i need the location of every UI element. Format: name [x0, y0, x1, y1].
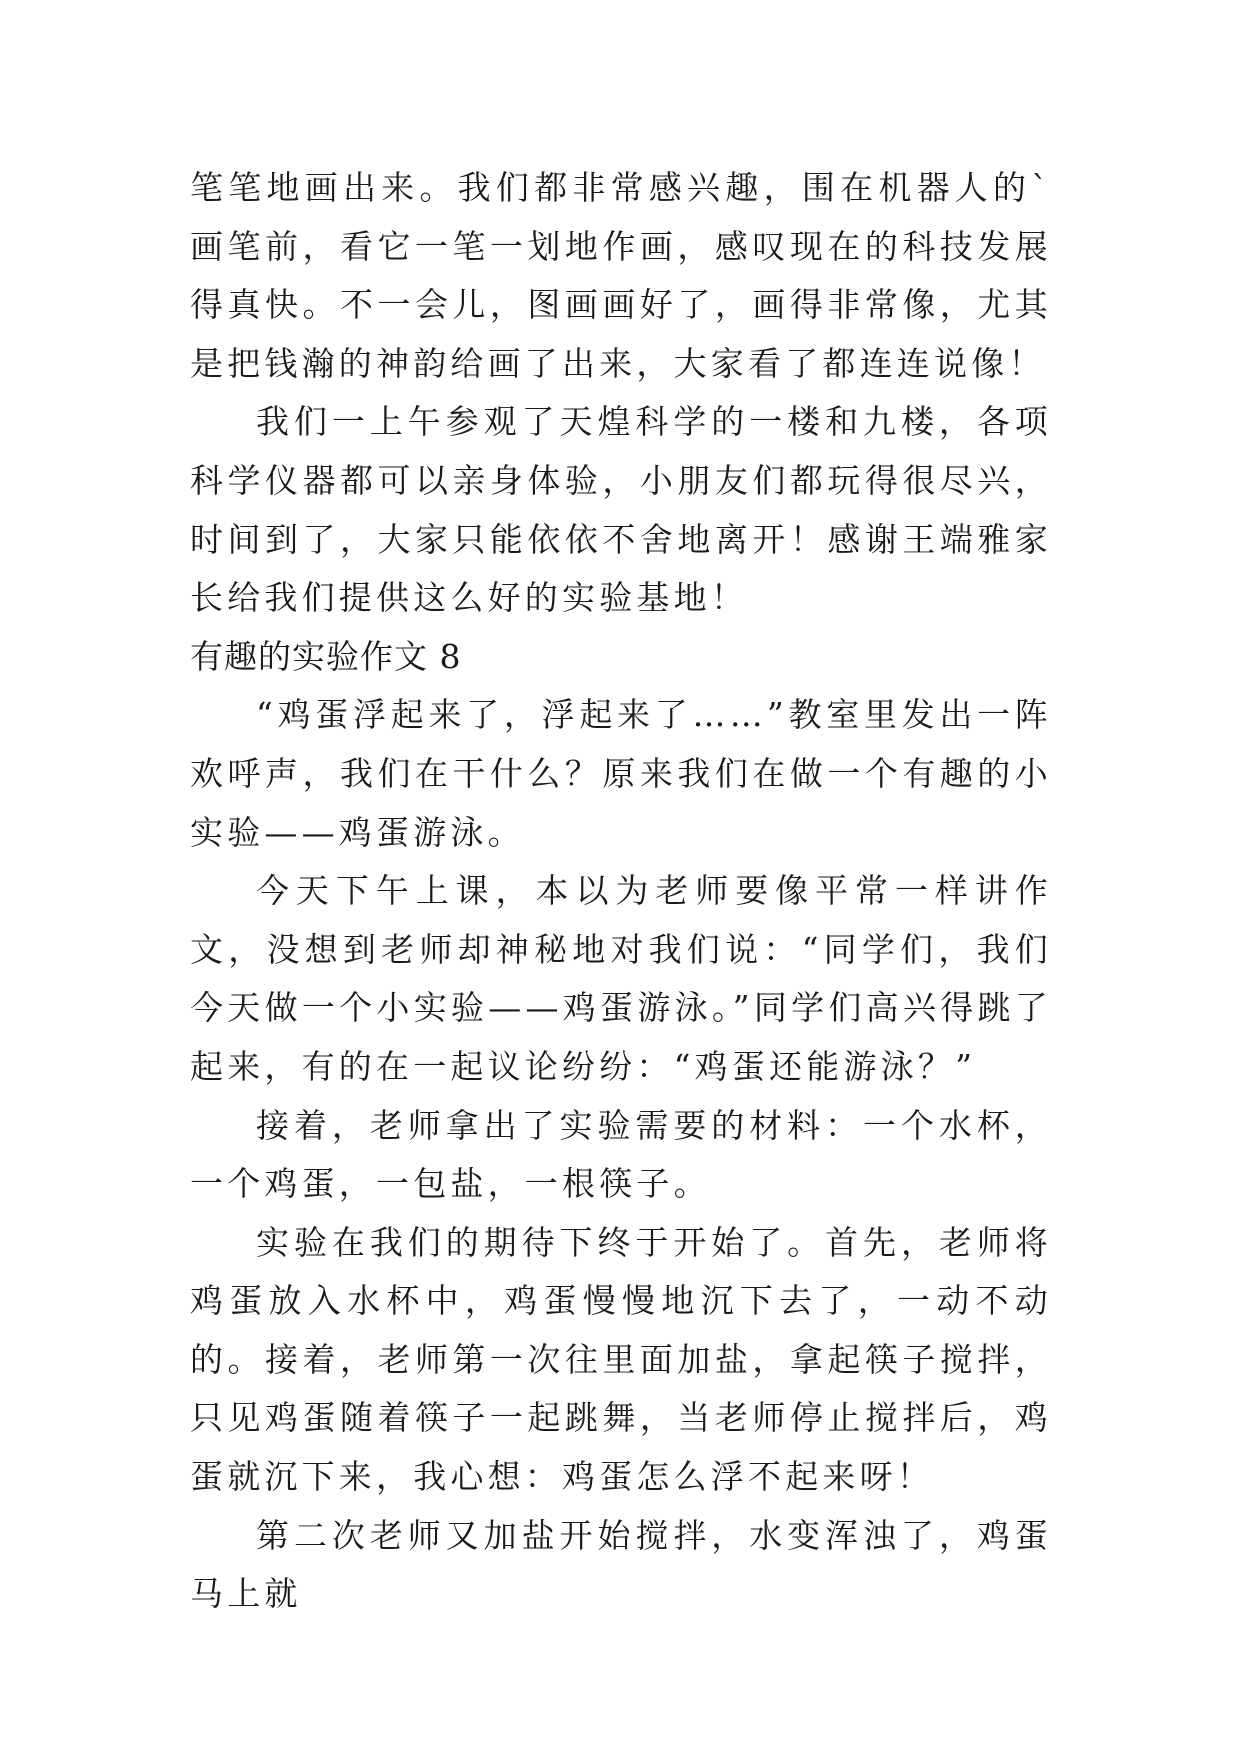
paragraph-teacher-announcement: 今天下午上课，本以为老师要像平常一样讲作文，没想到老师却神秘地对我们说：“同学们，我们今天做一个小实验——鸡蛋游泳。”同学们高兴得跳了起来，有的在一起议论纷纷：“鸡蛋还能游泳？”	[190, 871, 1052, 1086]
document-body	[190, 159, 1052, 1624]
paragraph-egg-floats-intro: “鸡蛋浮起来了，浮起来了……”教室里发出一阵欢呼声，我们在干什么？原来我们在做一个有趣的小实验——鸡蛋游泳。	[190, 695, 1052, 852]
paragraph-robot-drawing: 笔笔地画出来。我们都非常感兴趣，围在机器人的`画笔前，看它一笔一划地作画，感叹现在的科技发展得真快。不一会儿，图画画好了，画得非常像，尤其是把钱瀚的神韵给画了出来，大家看了都连连说像！	[190, 168, 1052, 383]
paragraph-first-attempt: 实验在我们的期待下终于开始了。首先，老师将鸡蛋放入水杯中，鸡蛋慢慢地沉下去了，一动不动的。接着，老师第一次往里面加盐，拿起筷子搅拌，只见鸡蛋随着筷子一起跳舞，当老师停止搅拌后，鸡蛋就沉下来，我心想：鸡蛋怎么浮不起来呀！	[190, 1222, 1052, 1497]
paragraph-science-museum-visit: 我们一上午参观了天煌科学的一楼和九楼，各项科学仪器都可以亲身体验，小朋友们都玩得很尽兴，时间到了，大家只能依依不舍地离开！感谢王端雅家长给我们提供这么好的实验基地！	[190, 402, 1052, 618]
paragraph-second-attempt: 第二次老师又加盐开始搅拌，水变浑浊了，鸡蛋马上就	[190, 1515, 1052, 1614]
essay-heading: 有趣的实验作文 8	[190, 636, 462, 676]
paragraph-materials: 接着，老师拿出了实验需要的材料：一个水杯，一个鸡蛋，一包盐，一根筷子。	[190, 1105, 1052, 1204]
